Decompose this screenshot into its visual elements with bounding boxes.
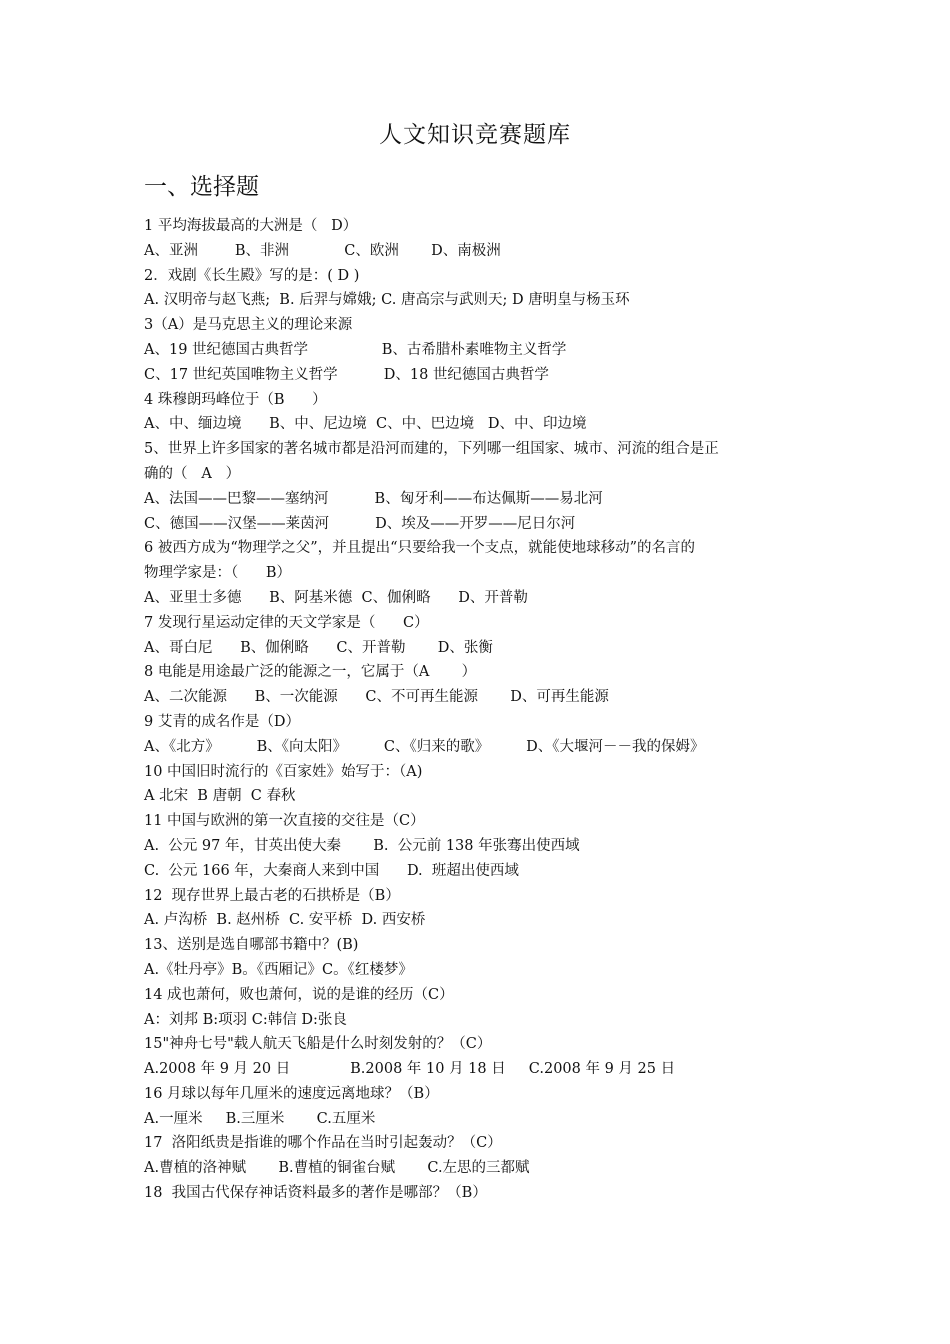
text-line: A.一厘米 B.三厘米 C.五厘米 xyxy=(144,1110,376,1127)
text-line: C、德国——汉堡——莱茵河 D、埃及——开罗——尼日尔河 xyxy=(144,515,576,532)
text-line: A、哥白尼 B、伽俐略 C、开普勒 D、张衡 xyxy=(144,639,493,656)
text-line: 14 成也萧何，败也萧何，说的是谁的经历（C） xyxy=(144,986,454,1003)
text-line: A、二次能源 B、一次能源 C、不可再生能源 D、可再生能源 xyxy=(144,689,609,706)
text-line: 7 发现行星运动定律的天文学家是（ C） xyxy=(144,614,429,631)
text-line: 8 电能是用途最广泛的能源之一，它属于（A ） xyxy=(144,664,477,681)
text-line: A. 公元 97 年，甘英出使大秦 B. 公元前 138 年张骞出使西域 xyxy=(144,837,580,854)
text-line: 13、送别是选自哪部书籍中？(B) xyxy=(144,937,359,954)
text-line: A、《北方》 B、《向太阳》 C、《归来的歌》 D、《大堰河－－我的保姆》 xyxy=(144,738,705,755)
text-line: 10 中国旧时流行的《百家姓》始写于：（A) xyxy=(144,763,423,780)
text-line: A、亚里士多德 B、阿基米德 C、伽俐略 D、开普勒 xyxy=(144,589,528,606)
text-line: 9 艾青的成名作是（D） xyxy=(144,713,300,730)
text-line: A：刘邦 B:项羽 C:韩信 D:张良 xyxy=(144,1011,347,1028)
section-heading: 一、选择题 xyxy=(144,174,259,200)
text-line: C. 公元 166 年，大秦商人来到中国 D. 班超出使西域 xyxy=(144,862,519,879)
text-line: 16 月球以每年几厘米的速度远离地球？（B） xyxy=(144,1085,439,1102)
text-line: C、17 世纪英国唯物主义哲学 D、18 世纪德国古典哲学 xyxy=(144,366,549,383)
text-line: 3（A）是马克思主义的理论来源 xyxy=(144,317,353,334)
text-line: 2．戏剧《长生殿》写的是：( D ) xyxy=(144,267,360,284)
text-line: A.《牡丹亭》B。《西厢记》C。《红楼梦》 xyxy=(144,961,413,978)
text-line: A. 汉明帝与赵飞燕; B. 后羿与嫦娥; C. 唐高宗与武则天; D 唐明皇与杨玉环 xyxy=(144,292,630,309)
text-line: 15"神舟七号"载人航天飞船是什么时刻发射的？（C） xyxy=(144,1036,492,1053)
text-line: 6 被西方成为“物理学之父”，并且提出“只要给我一个支点，就能使地球移动”的名言的 xyxy=(144,540,695,557)
text-line: 18 我国古代保存神话资料最多的著作是哪部？（B） xyxy=(144,1185,487,1202)
text-line: 1 平均海拔最高的大洲是（ D） xyxy=(144,218,358,234)
text-line: 12 现存世界上最古老的石拱桥是（B） xyxy=(144,887,400,904)
text-line: A.曹植的洛神赋 B.曹植的铜雀台赋 C.左思的三都赋 xyxy=(144,1160,530,1177)
question-list xyxy=(144,214,824,1206)
text-line: A 北宋 B 唐朝 C 春秋 xyxy=(144,788,296,805)
text-line: 物理学家是：（ B） xyxy=(144,565,292,582)
text-line: 17 洛阳纸贵是指谁的哪个作品在当时引起轰动？（C） xyxy=(144,1135,502,1152)
text-line: A、法国——巴黎——塞纳河 B、匈牙利——布达佩斯——易北河 xyxy=(144,490,603,507)
text-line: 11 中国与欧洲的第一次直接的交往是（C） xyxy=(144,813,425,830)
text-line: A、中、缅边境 B、中、尼边境 C、中、巴边境 D、中、印边境 xyxy=(144,416,587,433)
text-line: 确的（ A ） xyxy=(144,465,241,482)
text-line: A、亚洲 B、非洲 C、欧洲 D、南极洲 xyxy=(144,242,501,259)
text-line: 5、世界上许多国家的著名城市都是沿河而建的，下列哪一组国家、城市、河流的组合是正 xyxy=(144,441,719,458)
text-line: A、19 世纪德国古典哲学 B、古希腊朴素唯物主义哲学 xyxy=(144,341,567,358)
document-title: 人文知识竞赛题库 xyxy=(379,122,571,148)
text-line: A.2008 年 9 月 20 日 B.2008 年 10 月 18 日 C.2008 年 9 月 25 日 xyxy=(144,1061,676,1078)
text-line: 4 珠穆朗玛峰位于（B ） xyxy=(144,391,327,408)
text-line: A. 卢沟桥 B. 赵州桥 C. 安平桥 D. 西安桥 xyxy=(144,912,426,929)
